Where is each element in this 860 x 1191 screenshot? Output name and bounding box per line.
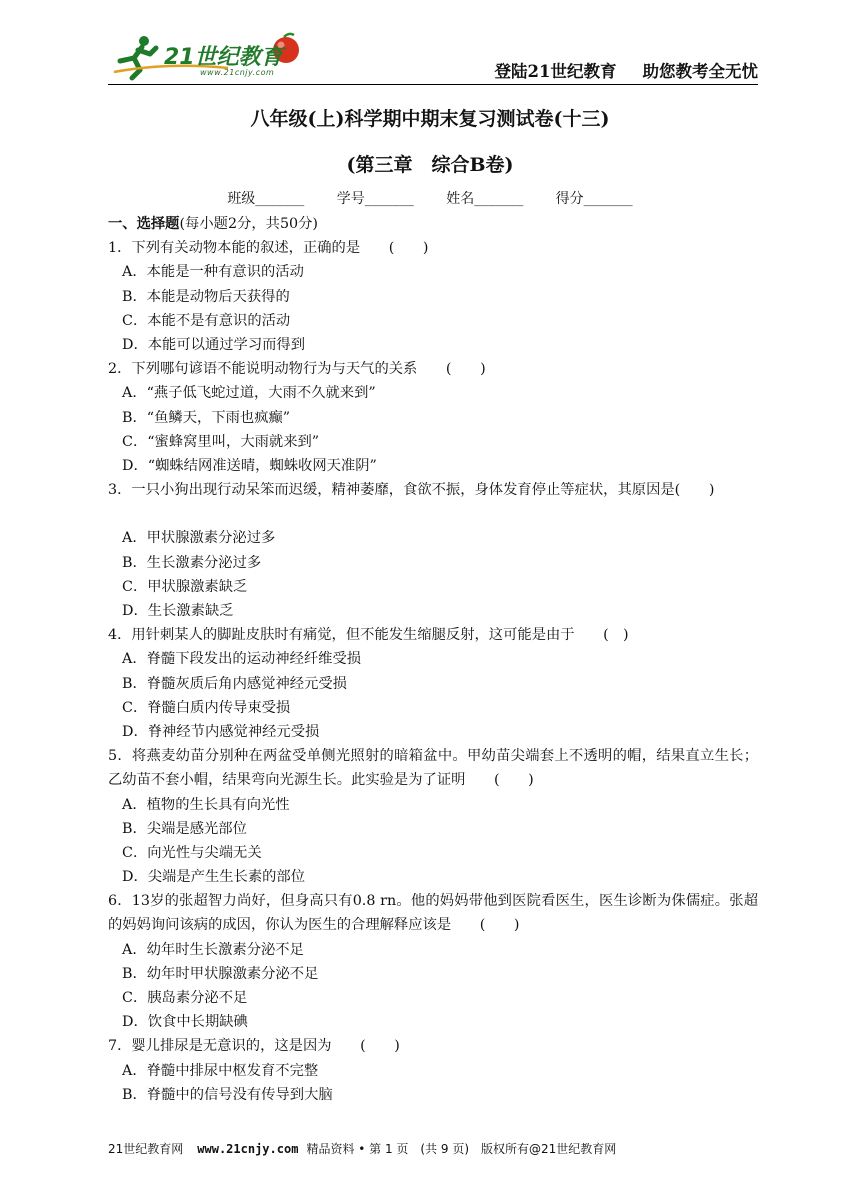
question-stem: 1．下列有关动物本能的叙述，正确的是 ( ) xyxy=(108,240,429,257)
answer-option: B．脊髓中的信号没有传导到大脑 xyxy=(122,1086,333,1103)
answer-option: C．向光性与尖端无关 xyxy=(122,844,262,861)
answer-option: A．脊髓下段发出的运动神经纤维受损 xyxy=(122,651,362,668)
question-stem: 4．用针刺某人的脚趾皮肤时有痛觉，但不能发生缩腿反射，这可能是由于 ( ) xyxy=(108,627,629,644)
answer-option: D．脊神经节内感觉神经元受损 xyxy=(122,723,320,740)
footer-page-info: 精品资料 • 第 1 页 (共 9 页) 版权所有@21世纪教育网 xyxy=(306,1142,617,1156)
student-info-row xyxy=(0,188,860,208)
answer-option: A．脊髓中排尿中枢发育不完整 xyxy=(122,1062,319,1079)
answer-option: C．胰岛素分泌不足 xyxy=(122,990,248,1007)
logo-url: www.21cnjy.com xyxy=(200,68,275,77)
answer-option: C．本能不是有意识的活动 xyxy=(122,312,291,329)
logo-text: 21世纪教育 xyxy=(164,45,283,70)
name-field: 姓名_______ xyxy=(446,191,524,207)
answer-option: B．幼年时甲状腺激素分泌不足 xyxy=(122,965,319,982)
answer-option: B．尖端是感光部位 xyxy=(122,820,247,837)
slogan-right: 助您教考全无忧 xyxy=(642,62,758,81)
answer-option: C．“蜜蜂窝里叫，大雨就来到” xyxy=(122,433,320,450)
answer-option: A．本能是一种有意识的活动 xyxy=(122,264,304,281)
header-divider xyxy=(108,84,758,85)
slogan-left: 登陆21世纪教育 xyxy=(494,62,617,81)
answer-option: A．“燕子低飞蛇过道，大雨不久就来到” xyxy=(122,385,376,402)
section-note: (每小题2分，共50分) xyxy=(179,216,319,232)
question-stem: 3．一只小狗出现行动呆笨而迟缓，精神萎靡，食欲不振，身体发育停止等症状，其原因是( ) xyxy=(108,482,715,499)
question-stem: 7．婴儿排尿是无意识的，这是因为 ( ) xyxy=(108,1038,400,1055)
score-field: 得分_______ xyxy=(555,191,633,207)
answer-option: D．饮食中长期缺碘 xyxy=(122,1014,248,1031)
answer-option: C．甲状腺激素缺乏 xyxy=(122,578,248,595)
answer-option: A．甲状腺激素分泌过多 xyxy=(122,530,276,547)
page-header xyxy=(108,28,758,86)
question-stem: 6．13岁的张超智力尚好，但身高只有0.8 rn。他的妈妈带他到医院看医生，医生诊断为侏儒症。张超的妈妈询问该病的成因，你认为医生的合理解释应该是 ( ) xyxy=(108,893,758,934)
answer-option: B．脊髓灰质后角内感觉神经元受损 xyxy=(122,675,347,692)
logo xyxy=(108,28,318,82)
footer-site: 21世纪教育网 xyxy=(108,1142,184,1156)
class-field: 班级_______ xyxy=(227,191,305,207)
answer-option: A．植物的生长具有向光性 xyxy=(122,796,290,813)
page-subtitle: (第三章 综合B卷) xyxy=(346,154,514,176)
answer-option: D．“蜘蛛结网准送晴，蜘蛛收网天准阴” xyxy=(122,457,377,474)
question-stem: 5．将燕麦幼苗分别种在两盆受单侧光照射的暗箱盆中。甲幼苗尖端套上不透明的帽，结果直立生长；乙幼苗不套小帽，结果弯向光源生长。此实验是为了证明 ( ) xyxy=(108,748,758,789)
answer-option: D．尖端是产生生长素的部位 xyxy=(122,869,306,886)
answer-option: B．“鱼鳞天，下雨也疯癫” xyxy=(122,409,291,426)
section-heading xyxy=(108,212,758,236)
question-list xyxy=(108,212,758,1107)
answer-option: B．本能是动物后天获得的 xyxy=(122,288,290,305)
answer-option: C．脊髓白质内传导束受损 xyxy=(122,699,291,716)
section-title: 一、选择题 xyxy=(108,216,180,232)
header-slogan xyxy=(495,58,758,82)
answer-option: D．本能可以通过学习而得到 xyxy=(122,336,306,353)
page-footer xyxy=(108,1140,758,1157)
answer-option: D．生长激素缺乏 xyxy=(122,603,234,620)
answer-option: B．生长激素分泌过多 xyxy=(122,554,262,571)
student-number-field: 学号_______ xyxy=(336,191,414,207)
question-stem: 2．下列哪句谚语不能说明动物行为与天气的关系 ( ) xyxy=(108,361,486,378)
answer-option: A．幼年时生长激素分泌不足 xyxy=(122,941,304,958)
footer-url: www.21cnjy.com xyxy=(197,1142,299,1156)
page-title: 八年级(上)科学期中期末复习测试卷(十三) xyxy=(250,108,610,130)
